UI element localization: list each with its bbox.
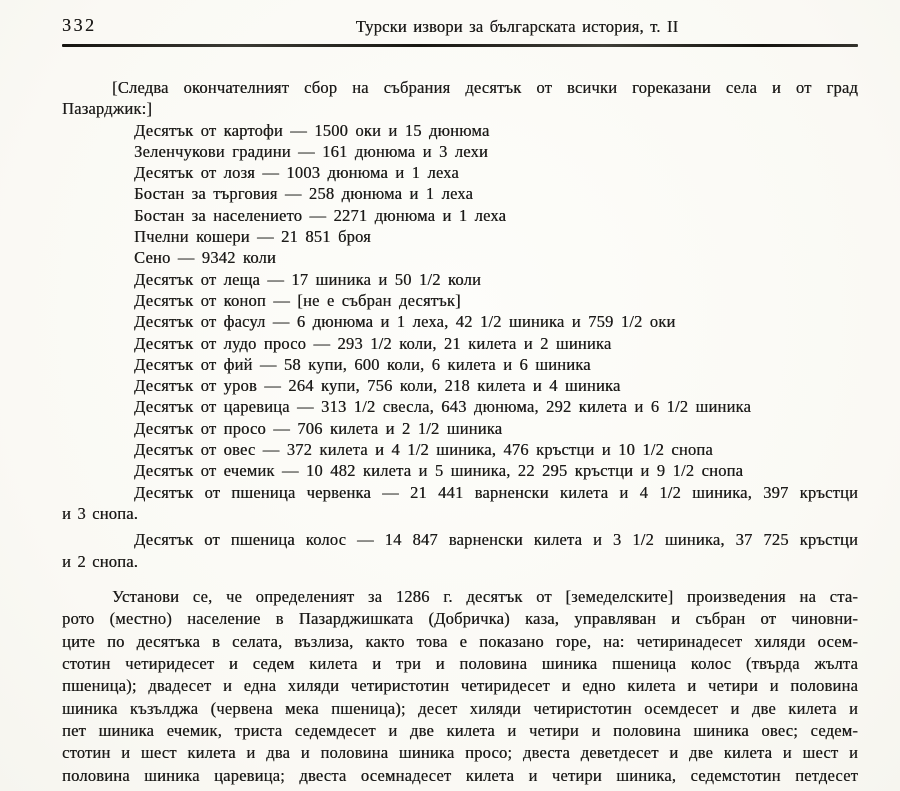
closing-paragraph-line: пшеница); двадесет и една хиляди четиристотин четиридесет и едно килета и четири и половина	[62, 676, 858, 696]
running-header	[62, 15, 858, 39]
closing-paragraph-line: половина шиника царевица; двеста осемнадесет килета и четири шиника, седемстотин петдесет	[62, 765, 858, 785]
intro-paragraph-line: [Следва окончателният сбор на събрания десятък от всички гореказани села и от град	[112, 78, 858, 97]
tithe-list-item: Десятък от леща — 17 шиника и 50 1/2 коли	[134, 269, 481, 289]
tithe-list-item: Пчелни кошери — 21 851 броя	[134, 227, 371, 247]
tithe-list-item: Десятък от лудо просо — 293 1/2 коли, 21 килета и 2 шиника	[134, 333, 612, 353]
tithe-list-item: Десятък от ечемик — 10 482 килета и 5 шиника, 22 295 кръстци и 9 1/2 снопа	[134, 461, 744, 481]
tithe-item-wheat-chervenka	[62, 482, 858, 525]
tithe-list-item: Десятък от коноп — [не е събран десятък]	[134, 290, 461, 310]
tithe-list-item: Десятък от фий — 58 купи, 600 коли, 6 килета и 6 шиника	[134, 354, 591, 374]
closing-paragraph-line: пет шиника ечемик, триста седемдесет и две килета и четири и половина шиника овес; седем-	[62, 720, 858, 740]
closing-paragraph-line: ците по десятъка в селата, възлиза, както това е показано горе, на: четиринадесет хиляди осем-	[62, 631, 858, 651]
tithe-list-item: Десятък от лозя — 1003 дюнюма и 1 леха	[134, 163, 459, 183]
tithe-item-line: Десятък от пшеница червенка — 21 441 варненски килета и 4 1/2 шиника, 397 кръстци	[134, 482, 858, 502]
tithe-list-item: Десятък от уров — 264 купи, 756 коли, 218 килета и 4 шиника	[134, 376, 621, 396]
tithe-list	[62, 120, 858, 572]
closing-paragraph-line: стотин четиридесет и седем килета и три и половина шиника пшеница колос (твърда жълта	[62, 653, 858, 673]
intro-paragraph	[62, 77, 858, 120]
tithe-list-item: Сено — 9342 коли	[134, 248, 276, 268]
tithe-list-item: Бостан за търговия — 258 дюнюма и 1 леха	[134, 184, 474, 204]
tithe-list-item: Десятък от картофи — 1500 оки и 15 дюнюма	[134, 120, 490, 140]
closing-paragraph-line: стотин и шест килета и два и половина шиника просо; двеста деветдесет и две килета и шест и	[62, 743, 858, 763]
tithe-list-item: Зеленчукови градини — 161 дюнюма и 3 лехи	[134, 141, 488, 161]
header-rule	[62, 44, 858, 47]
page-body	[62, 77, 858, 787]
tithe-list-item: Десятък от просо — 706 килета и 2 1/2 шиника	[134, 418, 503, 438]
tithe-item-wheat-kolos	[62, 529, 858, 572]
tithe-item-line: и 2 снопа.	[62, 551, 139, 571]
tithe-list-item: Десятък от овес — 372 килета и 4 1/2 шиника, 476 кръстци и 10 1/2 снопа	[134, 440, 713, 460]
closing-paragraph-line: шиника къзълджа (червена мека пшеница); десет хиляди четиристотин осемдесет и две килета и	[62, 698, 858, 718]
tithe-list-item: Десятък от фасул — 6 дюнюма и 1 леха, 42 1/2 шиника и 759 1/2 оки	[134, 312, 676, 332]
tithe-item-line: и 3 снопа.	[62, 503, 139, 523]
intro-paragraph-line: Пазарджик:]	[62, 99, 153, 119]
running-header-title: Турски извори за българската история, т. II	[355, 17, 679, 36]
closing-paragraph	[62, 586, 858, 787]
closing-paragraph-line: Установи се, че определеният за 1286 г. десятък от [земеделските] произведения на ста-	[112, 586, 858, 606]
tithe-list-item: Бостан за населението — 2271 дюнюма и 1 леха	[134, 205, 507, 225]
scanned-document-page	[0, 15, 900, 791]
page-number: 332	[62, 15, 97, 35]
tithe-list-item: Десятък от царевица — 313 1/2 свесла, 643 дюнюма, 292 килета и 6 1/2 шиника	[134, 397, 751, 417]
tithe-item-line: Десятък от пшеница колос — 14 847 варненски килета и 3 1/2 шиника, 37 725 кръстци	[134, 530, 858, 550]
closing-paragraph-line: рото (местно) население в Пазарджишката (Добричка) каза, управляван и събран от чиновни-	[62, 609, 858, 629]
